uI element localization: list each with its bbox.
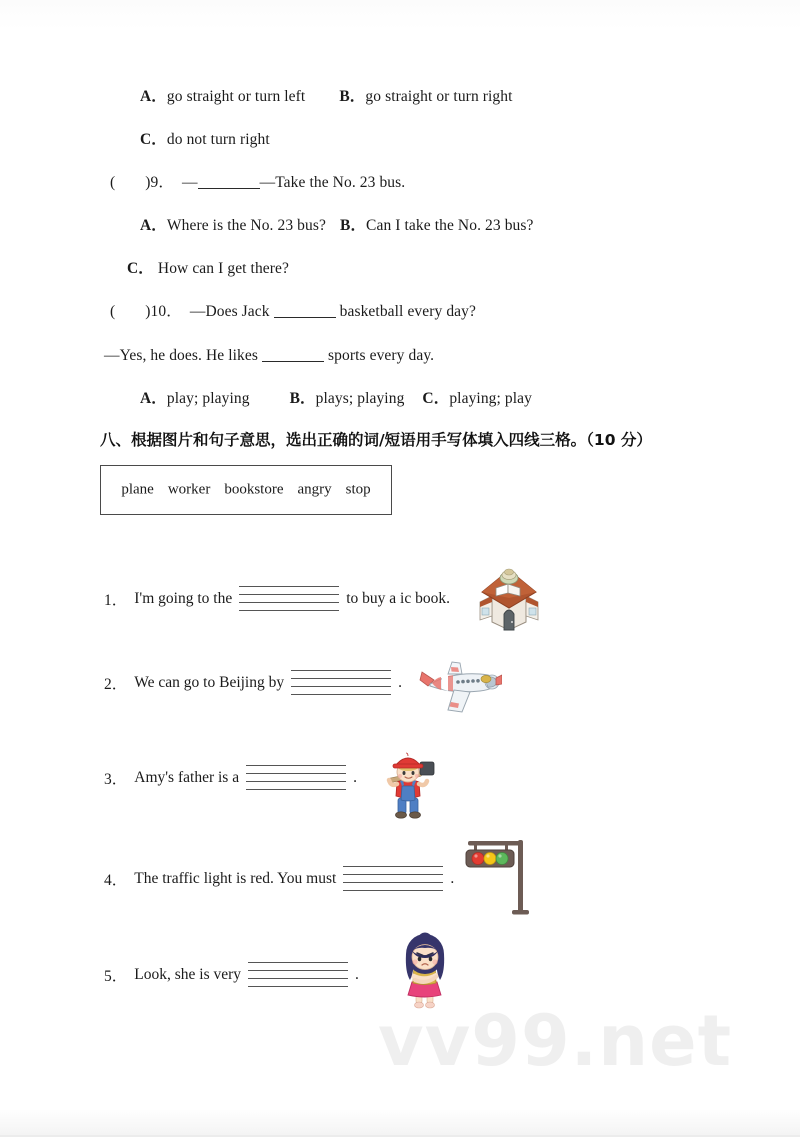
item-text-before: Look, she is very [134, 966, 242, 983]
question-10-number: 10． [150, 303, 182, 320]
worker-icon [376, 748, 444, 820]
item-text-before: I'm going to the [134, 590, 233, 607]
site-watermark: vv99.net [378, 1000, 733, 1082]
q8-options-row-1 [140, 88, 513, 105]
question-9-stem-before: — [181, 174, 198, 191]
fill-item-1 [104, 586, 450, 612]
option-text-c: How can I get there? [157, 260, 290, 277]
item-number: 3． [104, 771, 128, 788]
answer-bracket-close: ) [145, 174, 151, 191]
question-10-stem [110, 303, 476, 320]
word-bank-item[interactable]: angry [297, 481, 332, 498]
option-text-c: playing; play [449, 390, 532, 407]
question-9-options-row-2 [127, 260, 289, 277]
scan-edge-bottom [0, 1109, 800, 1135]
item-text-before: We can go to Beijing by [134, 674, 285, 691]
item-number: 5． [104, 968, 128, 985]
question-10-answer-before: —Yes, he does. He likes [104, 347, 258, 364]
word-bank-words [101, 482, 391, 499]
item-text-after: to buy a ic book. [346, 590, 450, 607]
option-letter-b: B． [340, 217, 367, 234]
bookstore-icon [478, 562, 540, 634]
writing-grid[interactable] [291, 670, 391, 696]
writing-grid[interactable] [248, 962, 348, 988]
question-9-stem [110, 174, 405, 191]
writing-grid[interactable] [343, 866, 443, 892]
blank-line[interactable] [262, 361, 324, 362]
option-letter-b: B． [339, 88, 366, 105]
option-text-a: Where is the No. 23 bus? [166, 217, 326, 234]
blank-line[interactable] [274, 317, 336, 318]
section-eight-heading: 八、根据图片和句子意思，选出正确的词/短语用手写体填入四线三格。（10 分） [100, 431, 652, 449]
word-bank-item[interactable]: worker [167, 481, 211, 498]
question-9-options-row-1 [140, 217, 534, 234]
item-text-before: The traffic light is red. You must [134, 870, 337, 887]
traffic-light-icon [460, 834, 536, 920]
word-bank-box [100, 465, 392, 515]
item-text-after: . [398, 674, 402, 691]
item-text-after: . [450, 870, 455, 887]
q8-options-row-2 [140, 131, 270, 148]
option-letter-c: C． [140, 131, 167, 148]
item-number: 1． [104, 592, 128, 609]
option-text-c: do not turn right [166, 131, 270, 148]
option-text-a: play; playing [166, 390, 250, 407]
option-text-b: go straight or turn right [365, 88, 513, 105]
question-10-answer-line [104, 347, 434, 364]
answer-bracket-open[interactable]: ( [110, 303, 116, 320]
option-letter-b: B． [289, 390, 316, 407]
word-bank-item[interactable]: stop [345, 481, 371, 498]
writing-grid[interactable] [246, 765, 346, 791]
fill-item-4 [104, 866, 454, 892]
question-10-options-row [140, 390, 532, 407]
question-10-answer-after: sports every day. [328, 347, 435, 364]
fill-item-3 [104, 765, 357, 791]
scan-edge-top [0, 0, 800, 30]
question-9-number: 9． [150, 174, 174, 191]
item-text-before: Amy's father is a [134, 769, 240, 786]
answer-bracket-open[interactable]: ( [110, 174, 116, 191]
item-text-after: . [353, 769, 357, 786]
fill-item-5 [104, 962, 359, 988]
airplane-icon [418, 658, 502, 716]
item-number: 4． [104, 872, 128, 889]
angry-girl-icon [396, 932, 454, 1010]
blank-line[interactable] [198, 188, 260, 189]
word-bank-item[interactable]: plane [121, 481, 154, 498]
item-number: 2． [104, 676, 128, 693]
option-letter-c: C． [422, 390, 450, 407]
option-letter-a: A． [140, 390, 167, 407]
option-text-a: go straight or turn left [166, 88, 306, 105]
question-10-stem-before: —Does Jack [189, 303, 270, 320]
word-bank-item[interactable]: bookstore [224, 481, 284, 498]
option-letter-c: C． [127, 260, 154, 277]
question-10-stem-after: basketball every day? [339, 303, 476, 320]
item-text-after: . [355, 966, 359, 983]
option-letter-a: A． [140, 88, 167, 105]
option-text-b: plays; playing [315, 390, 405, 407]
answer-bracket-close: ) [145, 303, 151, 320]
question-9-stem-after: —Take the No. 23 bus. [259, 174, 406, 191]
option-text-b: Can I take the No. 23 bus? [366, 217, 534, 234]
fill-item-2 [104, 670, 402, 696]
option-letter-a: A． [140, 217, 167, 234]
writing-grid[interactable] [239, 586, 339, 612]
